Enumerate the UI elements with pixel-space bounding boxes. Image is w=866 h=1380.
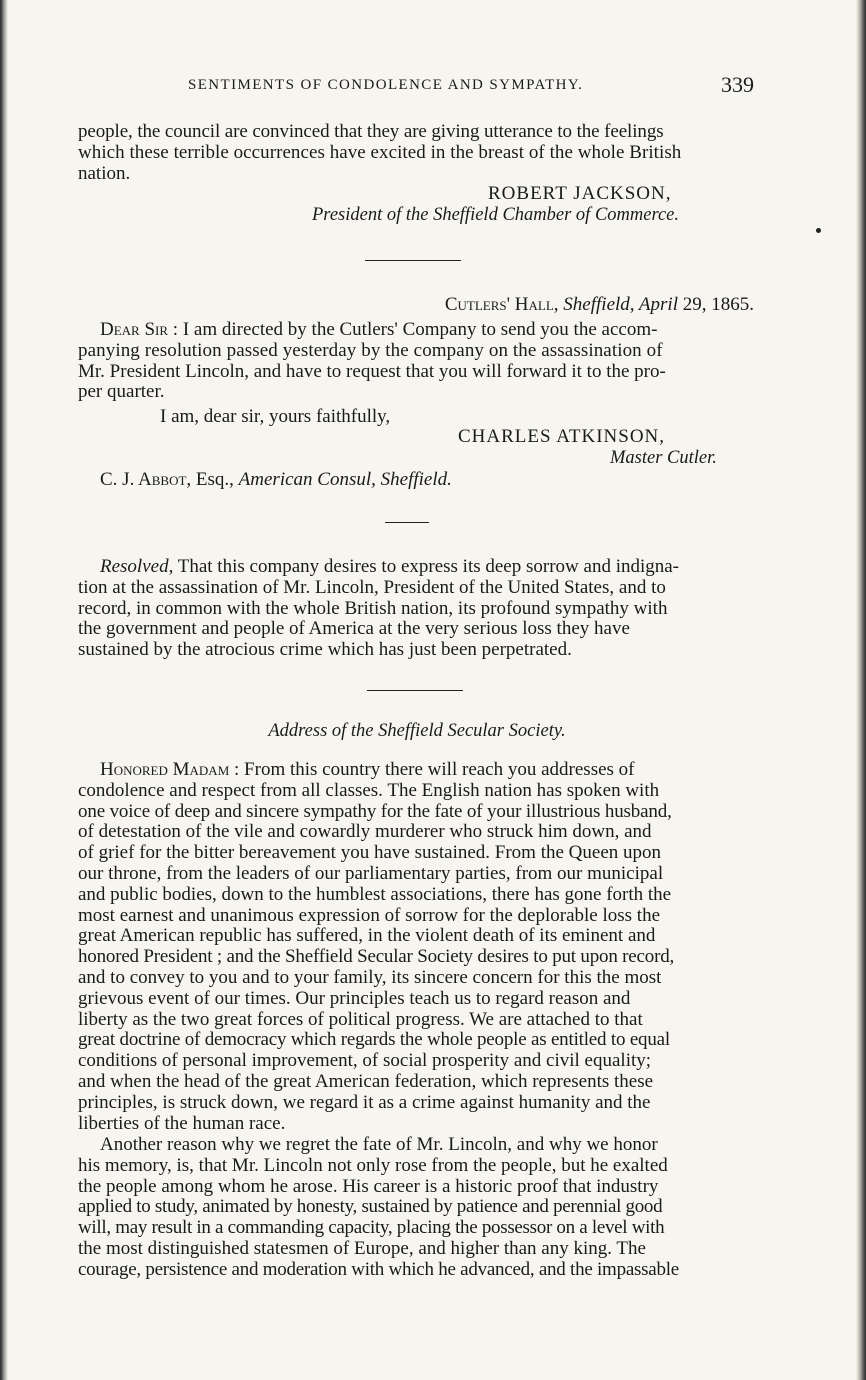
text-line: principles, is struck down, we regard it as a crime against humanity and the — [78, 1091, 651, 1113]
text-line: liberty as the two great forces of political progress. We are attached to that — [78, 1008, 643, 1030]
text-line: the most distinguished statesmen of Europe, and higher than any king. The — [78, 1237, 646, 1259]
letter-closing: I am, dear sir, yours faithfully, — [160, 406, 391, 427]
dateline — [445, 294, 754, 316]
section-divider — [365, 260, 461, 261]
page-number: 339 — [721, 72, 754, 97]
addressee — [100, 469, 452, 491]
addressee-esq: Esq., — [191, 469, 239, 490]
text-line: and public bodies, down to the humblest associations, there has gone forth the — [78, 883, 672, 905]
text-line: of detestation of the vile and cowardly murderer who struck him down, and — [78, 821, 652, 843]
section-divider — [367, 690, 463, 691]
signature-robert-jackson: ROBERT JACKSON, — [488, 183, 672, 204]
text-line — [78, 557, 755, 578]
text-line: one voice of deep and sincere sympathy for the fate of your illustrious husband, — [78, 800, 672, 822]
text-line: honored President ; and the Sheffield Secular Society desires to put upon record, — [78, 946, 675, 968]
dateline-place: Cutlers' Hall, — [444, 294, 559, 315]
text-line: the government and people of America at the very serious loss they have — [78, 618, 630, 640]
text-line: his memory, is, that Mr. Lincoln not only rose from the people, but he exalted — [78, 1154, 668, 1176]
ink-speck — [816, 228, 821, 233]
text-line: grievous event of our times. Our principles teach us to regard reason and — [78, 987, 631, 1009]
dateline-city: Sheffield, April — [563, 294, 678, 315]
text-line: people, the council are convinced that they are giving utterance to the feelings — [78, 121, 664, 142]
resolved-lead: Resolved, — [100, 556, 174, 577]
body-text: That this company desires to express its deep sorrow and indigna- — [173, 556, 680, 577]
text-line: panying resolution passed yesterday by the company on the assassination of — [78, 339, 663, 361]
text-line: nation. — [78, 162, 131, 184]
text-line: per quarter. — [78, 381, 165, 403]
text-line: condolence and respect from all classes. The English nation has spoken with — [78, 779, 660, 801]
secular-address-paragraph-1 — [78, 760, 755, 1134]
addressee-name: C. J. Abbot, — [100, 469, 192, 490]
cutlers-letter-body — [78, 320, 755, 403]
text-line: Another reason why we regret the fate of Mr. Lincoln, and why we honor — [100, 1134, 658, 1155]
running-head: SENTIMENTS OF CONDOLENCE AND SYMPATHY. — [188, 77, 584, 93]
text-line — [78, 320, 755, 341]
text-line: great American republic has suffered, in the violent death of its eminent and — [78, 925, 656, 947]
signature-title-jackson: President of the Sheffield Chamber of Commerce. — [312, 205, 680, 225]
text-line: sustained by the atrocious crime which has just been perpetrated. — [78, 639, 572, 661]
signature-charles-atkinson: CHARLES ATKINSON, — [458, 426, 666, 447]
salutation: Dear Sir : — [100, 319, 179, 340]
text-line: conditions of personal improvement, of social prosperity and civil equality; — [78, 1050, 652, 1072]
page-edge-right — [856, 0, 866, 1380]
text-line: courage, persistence and moderation with which he advanced, and the impassable — [78, 1258, 679, 1280]
body-text: I am directed by the Cutlers' Company to send you the accom- — [178, 319, 658, 340]
text-line: and to convey to you and to your family, its sincere concern for this the most — [78, 966, 662, 988]
body-text: From this country there will reach you addresses of — [239, 759, 635, 780]
text-line: liberties of the human race. — [78, 1112, 286, 1134]
page-header — [78, 72, 754, 102]
text-line: our throne, from the leaders of our parliamentary parties, from our municipal — [78, 862, 664, 884]
dateline-year: 29, 1865. — [678, 294, 754, 315]
text-line: most earnest and unanimous expression of sorrow for the deplorable loss the — [78, 904, 661, 926]
text-line — [78, 760, 755, 781]
salutation: Honored Madam : — [100, 759, 240, 780]
jackson-letter-text — [78, 122, 755, 184]
text-line: applied to study, animated by honesty, sustained by patience and perennial good — [78, 1196, 663, 1218]
text-line: Mr. President Lincoln, and have to request that you will forward it to the pro- — [78, 360, 666, 382]
text-line: and when the head of the great American federation, which represents these — [78, 1070, 654, 1092]
text-line: the people among whom he arose. His career is a historic proof that industry — [78, 1175, 659, 1197]
section-divider — [385, 522, 429, 523]
addressee-title: American Consul, Sheffield. — [238, 469, 452, 490]
text-line: tion at the assassination of Mr. Lincoln, President of the United States, and to — [78, 576, 666, 598]
resolution-text — [78, 557, 755, 661]
signature-title-atkinson: Master Cutler. — [610, 448, 717, 468]
section-heading: Address of the Sheffield Secular Society. — [268, 721, 566, 741]
text-line: which these terrible occurrences have excited in the breast of the whole British — [78, 141, 682, 163]
text-line: record, in common with the whole British nation, its profound sympathy with — [78, 597, 668, 619]
text-line: of grief for the bitter bereavement you have sustained. From the Queen upon — [78, 842, 662, 864]
secular-address-paragraph-2 — [78, 1135, 755, 1281]
text-line: great doctrine of democracy which regards the whole people as entitled to equal — [78, 1029, 670, 1051]
text-line: will, may result in a commanding capacity, placing the possessor on a level with — [78, 1217, 665, 1239]
page-edge-left — [0, 0, 8, 1380]
